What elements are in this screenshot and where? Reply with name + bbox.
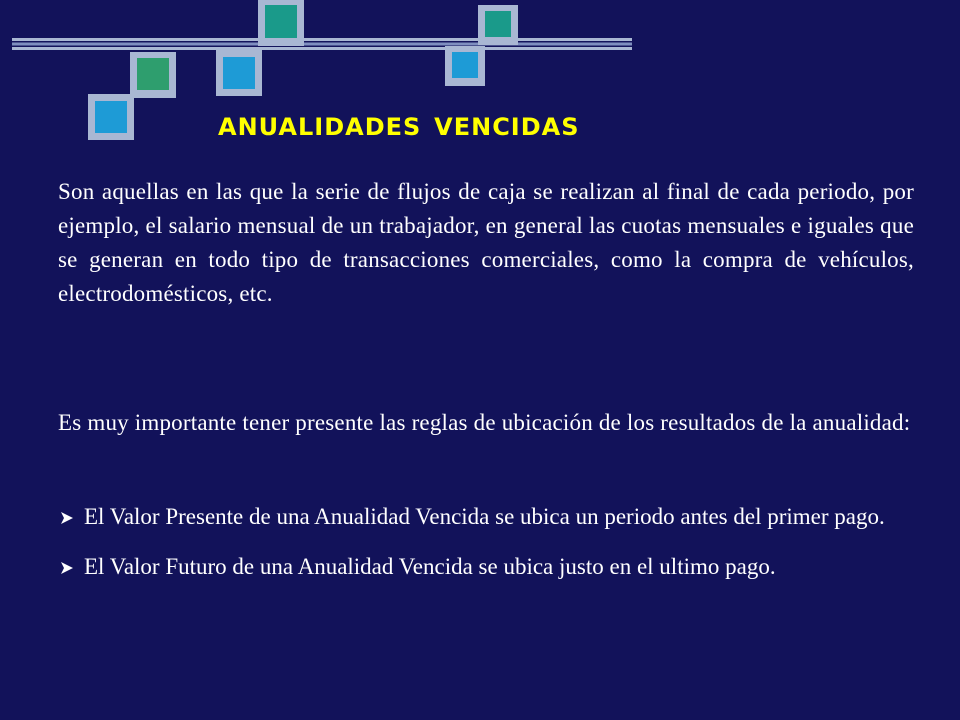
- deco-square-5: [445, 46, 485, 86]
- slide-title: anualidades vencidas: [218, 104, 580, 144]
- list-item: [58, 550, 914, 584]
- rules-list: [58, 500, 914, 600]
- deco-square-6: [88, 94, 134, 140]
- deco-square-4: [216, 50, 262, 96]
- deco-square-2: [478, 5, 518, 45]
- list-item: [58, 500, 914, 534]
- deco-square-3: [130, 52, 176, 98]
- rule-present-value: El Valor Presente de una Anualidad Vencida se ubica un periodo antes del primer pago.: [84, 504, 885, 529]
- rule-future-value: El Valor Futuro de una Anualidad Vencida se ubica justo en el ultimo pago.: [84, 554, 776, 579]
- arrow-right-icon: [60, 511, 74, 525]
- header-bar: [12, 38, 632, 50]
- rules-intro-paragraph: Es muy importante tener presente las reglas de ubicación de los resultados de la anualidad:: [58, 410, 911, 435]
- deco-square-1: [258, 0, 304, 46]
- definition-paragraph: Son aquellas en las que la serie de flujos de caja se realizan al final de cada periodo, por ejemplo, el salario mensual de un trabajador, en general las cuotas mensuales e iguales que se generan en todo tipo de transacciones comerciales, como la compra de vehículos, electrodomésticos, etc.: [58, 179, 914, 306]
- arrow-right-icon: [60, 561, 74, 575]
